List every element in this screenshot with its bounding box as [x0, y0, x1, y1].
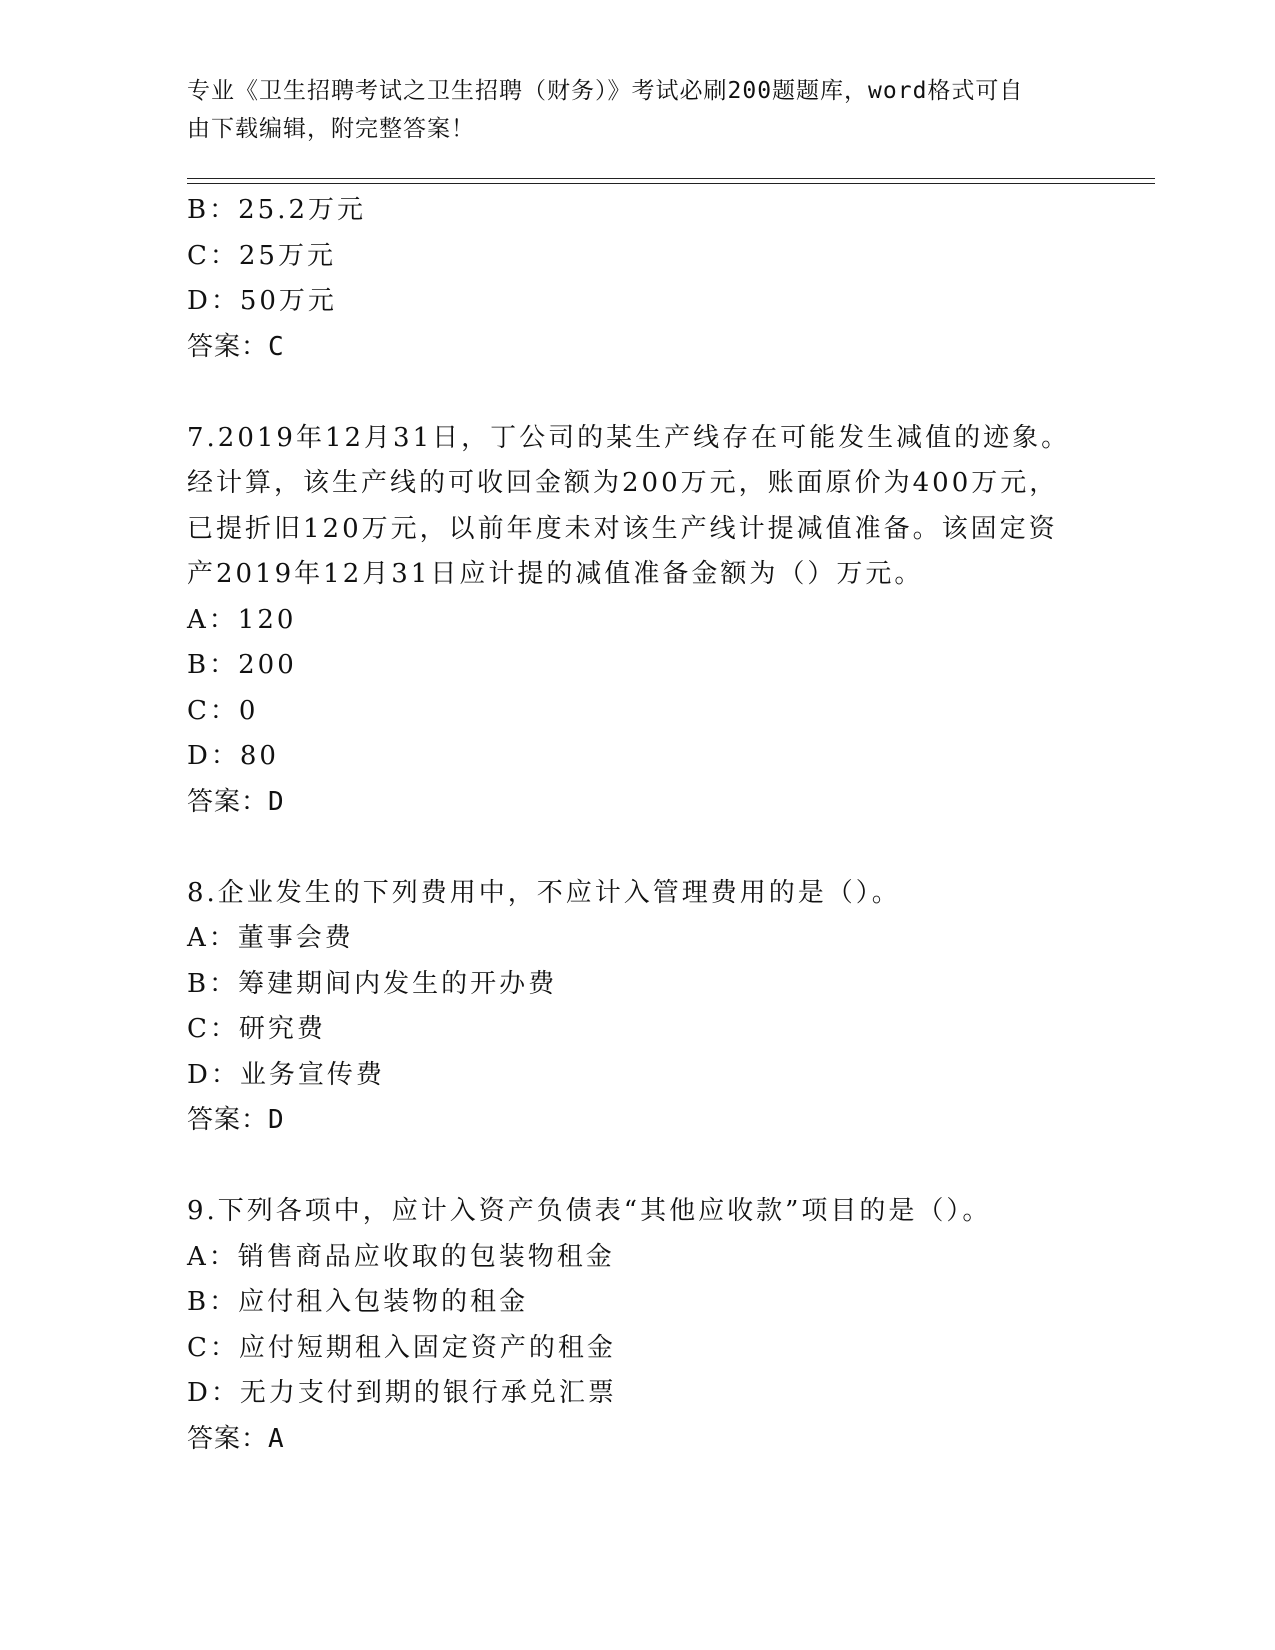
- option-c: C：25万元: [187, 240, 336, 271]
- option-b: B：应付租入包装物的租金: [187, 1287, 529, 1317]
- question-text-line: 8.企业发生的下列费用中，不应计入管理费用的是（）。: [187, 877, 901, 908]
- question-text-line: 7.2019年12月31日，丁公司的某生产线存在可能发生减值的迹象。: [187, 422, 1071, 453]
- option-d: D：80: [187, 741, 279, 771]
- spacer: [187, 1144, 1087, 1190]
- option-d: D：业务宣传费: [187, 1059, 385, 1090]
- document-header: [187, 72, 1067, 148]
- option-a: A：120: [187, 604, 297, 635]
- spacer: [187, 825, 1087, 871]
- header-title-line-2: 由下载编辑，附完整答案！: [187, 116, 475, 142]
- spacer: [187, 370, 1087, 416]
- question-text-line: 已提折旧120万元，以前年度未对该生产线计提减值准备。该固定资: [187, 513, 1058, 544]
- question-text-line: 产2019年12月31日应计提的减值准备金额为（）万元。: [187, 559, 924, 589]
- question-9: [187, 1189, 1087, 1462]
- question-text-line: 9.下列各项中，应计入资产负债表“其他应收款”项目的是（）。: [187, 1196, 992, 1226]
- option-c: C：0: [187, 695, 259, 726]
- question-8: [187, 871, 1087, 1144]
- option-c: C：研究费: [187, 1014, 326, 1044]
- question-6-continuation: [187, 188, 1087, 370]
- answer: 答案：D: [187, 786, 285, 817]
- option-c: C：应付短期租入固定资产的租金: [187, 1332, 616, 1363]
- option-d: D：50万元: [187, 286, 337, 316]
- header-divider-bottom: [187, 183, 1155, 184]
- option-b: B：200: [187, 650, 297, 680]
- option-a: A：销售商品应收取的包装物租金: [187, 1241, 615, 1272]
- option-a: A：董事会费: [187, 923, 354, 953]
- answer: 答案：D: [187, 1105, 285, 1135]
- option-b: B：筹建期间内发生的开办费: [187, 968, 558, 999]
- question-7: [187, 416, 1087, 826]
- question-list: [187, 188, 1087, 1462]
- option-d: D：无力支付到期的银行承兑汇票: [187, 1378, 617, 1408]
- question-text-line: 经计算，该生产线的可收回金额为200万元，账面原价为400万元，: [187, 468, 1059, 498]
- answer: 答案：A: [187, 1423, 285, 1454]
- answer: 答案：C: [187, 331, 285, 362]
- header-title-line-1: 专业《卫生招聘考试之卫生招聘（财务）》考试必刷200题题库，word格式可自: [187, 78, 1024, 104]
- header-divider-top: [187, 178, 1155, 179]
- option-b: B：25.2万元: [187, 195, 366, 225]
